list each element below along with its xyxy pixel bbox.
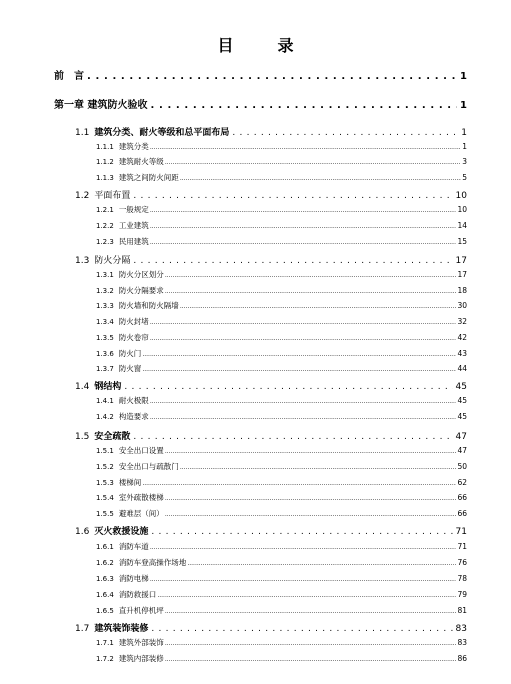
toc-subsection-entry[interactable] [96, 285, 467, 296]
dot-leader [165, 654, 457, 663]
dot-leader [150, 142, 461, 151]
toc-entry-label: 防火窗 [118, 364, 142, 373]
toc-entry-number: 1.5.4 [96, 494, 114, 502]
dot-leader [150, 333, 457, 342]
toc-entry-number: 1.6.5 [96, 607, 114, 615]
toc-entry-label: 建筑之间防火间距 [118, 173, 179, 182]
toc-entry-number: 1.1.3 [96, 174, 114, 182]
dot-leader [165, 606, 457, 615]
toc-page-number: 10 [457, 205, 467, 214]
toc-entry-number: 1.3.2 [96, 287, 114, 295]
page-title: 目 录 [217, 36, 308, 55]
dot-leader [232, 128, 458, 138]
toc-page-number: 14 [457, 221, 467, 230]
toc-entry-number: 1.1 [75, 128, 90, 138]
toc-page-number: 81 [457, 606, 467, 615]
dot-leader [180, 173, 461, 182]
toc-page-number: 45 [457, 412, 467, 421]
toc-entry-number: 1.3.4 [96, 318, 114, 326]
toc-entry-number: 1.4.1 [96, 397, 114, 405]
toc-subsection-entry[interactable] [96, 589, 467, 600]
toc-entry-label: 建筑耐火等级 [118, 157, 164, 166]
toc-entry-label: 灭火救援设施 [94, 527, 149, 537]
toc-page-number: 47 [455, 432, 467, 442]
toc-section-entry[interactable] [75, 429, 467, 442]
toc-page-number: 17 [455, 256, 467, 266]
dot-leader [142, 349, 456, 358]
dot-leader [165, 157, 461, 166]
toc-entry-label: 耐火极限 [118, 396, 149, 405]
toc-entry-number: 1.3.6 [96, 350, 114, 358]
toc-subsection-entry[interactable] [96, 204, 467, 215]
toc-entry-number: 1.2.1 [96, 206, 114, 214]
toc-entry-label: 安全出口与疏散门 [118, 462, 179, 471]
toc-subsection-entry[interactable] [96, 300, 467, 311]
toc-subsection-entry[interactable] [96, 220, 467, 231]
toc-page-number: 62 [457, 478, 467, 487]
dot-leader [165, 493, 457, 502]
toc-page-number: 1 [460, 100, 467, 111]
toc-section-entry[interactable] [75, 253, 467, 266]
dot-leader [150, 317, 457, 326]
toc-entry-number: 1.3 [75, 256, 90, 266]
toc-subsection-entry[interactable] [96, 445, 467, 456]
toc-page-number: 86 [457, 654, 467, 663]
toc-page-number: 78 [457, 574, 467, 583]
dot-leader [165, 270, 457, 279]
toc-chapter-entry[interactable] [54, 67, 467, 82]
toc-entry-label: 建筑分类、耐火等级和总平面布局 [94, 128, 230, 138]
toc-entry-number: 1.4.2 [96, 413, 114, 421]
toc-entry-label: 防火门 [118, 349, 142, 358]
toc-subsection-entry[interactable] [96, 316, 467, 327]
toc-page-number: 66 [457, 493, 467, 502]
toc-entry-number: 1.7.1 [96, 639, 114, 647]
toc-entry-label: 钢结构 [94, 382, 122, 392]
toc-subsection-entry[interactable] [96, 411, 467, 422]
toc-entry-label: 室外疏散楼梯 [118, 493, 164, 502]
dot-leader [150, 100, 457, 111]
toc-entry-label: 避难层（间） [118, 509, 164, 518]
toc-page-number: 47 [457, 446, 467, 455]
toc-subsection-entry[interactable] [96, 348, 467, 359]
toc-entry-label: 防火卷帘 [118, 333, 149, 342]
toc-subsection-entry[interactable] [96, 269, 467, 280]
toc-page-number: 30 [457, 301, 467, 310]
toc-entry-label: 消防电梯 [118, 574, 149, 583]
toc-chapter-entry[interactable] [54, 96, 467, 111]
toc-subsection-entry[interactable] [96, 653, 467, 664]
toc-entry-number: 1.5.2 [96, 463, 114, 471]
dot-leader [142, 364, 456, 373]
toc-subsection-entry[interactable] [96, 508, 467, 519]
dot-leader [165, 638, 457, 647]
toc-entry-label: 防火分隔要求 [118, 286, 164, 295]
toc-subsection-entry[interactable] [96, 236, 467, 247]
toc-entry-number: 1.4 [75, 382, 90, 392]
toc-subsection-entry[interactable] [96, 156, 467, 167]
toc-subsection-entry[interactable] [96, 141, 467, 152]
toc-section-entry[interactable] [75, 524, 467, 537]
toc-entry-number: 1.2.3 [96, 238, 114, 246]
toc-page-number: 17 [457, 270, 467, 279]
toc-subsection-entry[interactable] [96, 395, 467, 406]
dot-leader [165, 509, 457, 518]
toc-page-number: 1 [460, 71, 467, 82]
toc-page-number: 83 [455, 624, 467, 634]
dot-leader [133, 256, 452, 266]
dot-leader [150, 205, 457, 214]
toc-page-number: 10 [455, 191, 467, 201]
toc-page-number: 66 [457, 509, 467, 518]
toc-page-number: 18 [457, 286, 467, 295]
dot-leader [150, 396, 457, 405]
toc-page-number: 5 [462, 173, 467, 182]
toc-entry-number: 1.1.1 [96, 143, 114, 151]
toc-entry-number: 1.2 [75, 191, 90, 201]
toc-entry-label: 平面布置 [94, 191, 131, 201]
toc-section-entry[interactable] [75, 125, 467, 138]
toc-entry-label: 建筑内部装修 [118, 654, 164, 663]
toc-entry-label: 安全出口设置 [118, 446, 164, 455]
toc-entry-label: 防火墙和防火隔墙 [118, 301, 179, 310]
toc-entry-label: 消防车道 [118, 542, 149, 551]
dot-leader [151, 624, 452, 634]
dot-leader [180, 462, 457, 471]
toc-entry-label: 建筑分类 [118, 142, 149, 151]
dot-leader [150, 574, 457, 583]
dot-leader [133, 432, 452, 442]
toc-section-entry[interactable] [75, 621, 467, 634]
toc-page-number: 71 [457, 542, 467, 551]
toc-page-number: 1 [462, 142, 467, 151]
toc-entry-label: 一般规定 [118, 205, 149, 214]
toc-entry-label: 消防救援口 [118, 590, 157, 599]
toc-page-number: 44 [457, 364, 467, 373]
toc-entry-label: 构造要求 [118, 412, 149, 421]
toc-subsection-entry[interactable] [96, 477, 467, 488]
toc-section-entry[interactable] [75, 188, 467, 201]
toc-page-number: 3 [462, 157, 467, 166]
toc-entry-label: 前 言 [54, 71, 84, 82]
toc-page-number: 79 [457, 590, 467, 599]
toc-subsection-entry[interactable] [96, 363, 467, 374]
toc-subsection-entry[interactable] [96, 332, 467, 343]
dot-leader [150, 237, 457, 246]
toc-page-number: 83 [457, 638, 467, 647]
toc-entry-number: 1.5.1 [96, 447, 114, 455]
toc-page-number: 50 [457, 462, 467, 471]
toc-page-number: 32 [457, 317, 467, 326]
toc-section-entry[interactable] [75, 379, 467, 392]
toc-entry-number: 1.2.2 [96, 222, 114, 230]
dot-leader [187, 558, 456, 567]
toc-entry-label: 建筑外部装饰 [118, 638, 164, 647]
dot-leader [151, 527, 452, 537]
toc-entry-number: 1.3.7 [96, 365, 114, 373]
dot-leader [165, 446, 457, 455]
toc-entry-number: 1.6.2 [96, 559, 114, 567]
dot-leader [150, 412, 457, 421]
toc-entry-number: 1.6 [75, 527, 90, 537]
dot-leader [157, 590, 456, 599]
toc-entry-number: 1.3.1 [96, 271, 114, 279]
toc-entry-label: 楼梯间 [118, 478, 142, 487]
dot-leader [142, 478, 456, 487]
toc-subsection-entry[interactable] [96, 637, 467, 648]
dot-leader [133, 191, 452, 201]
toc-subsection-entry[interactable] [96, 172, 467, 183]
toc-page-number: 43 [457, 349, 467, 358]
toc-entry-label: 防火封堵 [118, 317, 149, 326]
dot-leader [124, 382, 452, 392]
toc-entry-number: 1.5 [75, 432, 90, 442]
toc-subsection-entry[interactable] [96, 557, 467, 568]
toc-entry-number: 1.5.3 [96, 479, 114, 487]
toc-entry-number: 1.6.4 [96, 591, 114, 599]
dot-leader [165, 286, 457, 295]
toc-entry-number: 1.5.5 [96, 510, 114, 518]
toc-page-number: 45 [457, 396, 467, 405]
toc-page-number: 1 [461, 128, 467, 138]
toc-entry-label: 安全疏散 [94, 432, 131, 442]
toc-entry-label: 工业建筑 [118, 221, 149, 230]
toc-page-number: 71 [455, 527, 467, 537]
toc-subsection-entry[interactable] [96, 605, 467, 616]
toc-entry-label: 建筑装饰装修 [94, 624, 149, 634]
dot-leader [180, 301, 457, 310]
toc-entry-number: 1.1.2 [96, 158, 114, 166]
toc-page-number: 76 [457, 558, 467, 567]
toc-entry-number: 1.3.5 [96, 334, 114, 342]
toc-page-number: 45 [455, 382, 467, 392]
toc-subsection-entry[interactable] [96, 573, 467, 584]
toc-entry-number: 1.3.3 [96, 302, 114, 310]
toc-subsection-entry[interactable] [96, 461, 467, 472]
dot-leader [150, 221, 457, 230]
dot-leader [87, 71, 457, 82]
toc-entry-number: 1.6.3 [96, 575, 114, 583]
dot-leader [150, 542, 457, 551]
toc-entry-label: 防火分隔 [94, 256, 131, 266]
toc-page-number: 15 [457, 237, 467, 246]
toc-entry-label: 直升机停机坪 [118, 606, 164, 615]
toc-entry-number: 1.6.1 [96, 543, 114, 551]
toc-entry-label: 民用建筑 [118, 237, 149, 246]
toc-subsection-entry[interactable] [96, 541, 467, 552]
toc-entry-label: 第一章 建筑防火验收 [54, 100, 148, 111]
toc-entry-label: 防火分区划分 [118, 270, 164, 279]
toc-entry-number: 1.7.2 [96, 655, 114, 663]
toc-page-number: 42 [457, 333, 467, 342]
toc-subsection-entry[interactable] [96, 492, 467, 503]
toc-entry-number: 1.7 [75, 624, 90, 634]
toc-entry-label: 消防车登高操作场地 [118, 558, 187, 567]
